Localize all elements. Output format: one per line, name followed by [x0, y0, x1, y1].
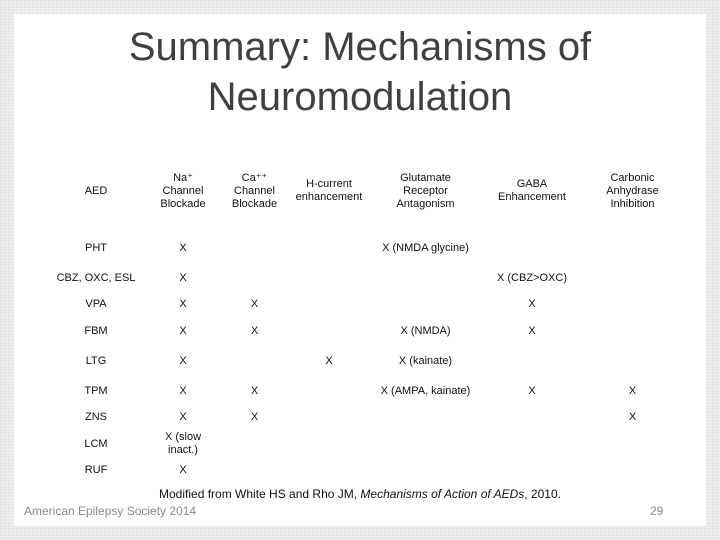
mechanism-cell: X [250, 298, 259, 310]
column-header [219, 149, 290, 233]
mechanism-cell [483, 429, 581, 459]
column-header [483, 149, 581, 233]
mechanism-cell [483, 459, 581, 482]
mechanism-cell [581, 293, 684, 316]
column-header-line: Na⁺ [173, 171, 193, 184]
mechanism-cell [290, 376, 368, 406]
mechanism-cell [219, 263, 290, 293]
column-header-line: Glutamate [400, 171, 451, 184]
column-header-line: enhancement [295, 191, 363, 203]
aed-name-cell: CBZ, OXC, ESL [56, 271, 136, 284]
mechanism-cell: X [250, 324, 259, 337]
mechanism-cell: X [250, 411, 259, 423]
table-row [45, 429, 684, 459]
mechanism-cell: X (NMDA glycine) [382, 241, 469, 254]
mechanism-cell [290, 406, 368, 429]
footnote-suffix: , 2010. [524, 487, 561, 501]
mechanism-cell [219, 346, 290, 376]
mechanism-cell [290, 293, 368, 316]
mechanism-cell: X [179, 298, 187, 310]
mechanism-cell [581, 263, 684, 293]
table-row [45, 346, 684, 376]
mechanism-cell [219, 233, 290, 263]
mechanism-cell: X [179, 464, 187, 476]
title-line-1: Summary: Mechanisms of [128, 25, 592, 69]
aed-name-cell: ZNS [85, 411, 107, 423]
mechanism-cell [581, 316, 684, 346]
mechanism-cell: X (AMPA, kainate) [380, 384, 471, 397]
column-header-line: Anhydrase [606, 184, 659, 197]
mechanism-cell: X [179, 354, 187, 367]
aed-name-cell: LCM [84, 437, 108, 450]
mechanism-cell: X [528, 384, 536, 397]
table-row [45, 459, 684, 482]
mechanism-cell [290, 429, 368, 459]
column-header-line: H-current [306, 178, 352, 190]
mechanism-cell: X [179, 271, 187, 284]
footnote-italic-title: Mechanisms of Action of AEDs [360, 487, 525, 501]
aed-name-cell: TPM [84, 384, 108, 397]
column-header-line: Channel [234, 184, 275, 197]
source-footnote [14, 487, 706, 501]
aed-name-cell: PHT [85, 241, 107, 254]
mechanism-cell [368, 459, 483, 482]
table-header-row [45, 149, 684, 233]
column-header-line: Blockade [160, 197, 206, 210]
column-header-line: Carbonic [610, 171, 655, 184]
column-header-line: Antagonism [396, 197, 455, 210]
mechanism-cell [290, 263, 368, 293]
mechanism-cell [581, 459, 684, 482]
mechanism-cell: X [628, 411, 637, 423]
mechanism-cell [483, 346, 581, 376]
mechanism-cell: X [528, 298, 536, 310]
mechanism-cell [368, 293, 483, 316]
column-header [147, 149, 219, 233]
table-row [45, 316, 684, 346]
column-header-line: Ca⁺⁺ [241, 171, 268, 184]
column-header [368, 149, 483, 233]
aed-name-cell: FBM [84, 324, 108, 337]
table-row [45, 293, 684, 316]
footnote-prefix: Modified from White HS and Rho JM, [159, 487, 361, 501]
column-header-line: Channel [162, 184, 204, 197]
column-header [290, 149, 368, 233]
mechanism-cell [368, 263, 483, 293]
mechanism-cell: X [179, 411, 187, 423]
mechanism-cell [219, 459, 290, 482]
column-header-line: Enhancement [498, 191, 566, 203]
mechanism-cell [290, 459, 368, 482]
mechanism-cell [581, 429, 684, 459]
mechanism-cell [368, 406, 483, 429]
mechanism-cell [483, 406, 581, 429]
column-header-line: GABA [516, 178, 548, 190]
mechanism-cell [581, 233, 684, 263]
page-number: 29 [650, 504, 664, 518]
mechanism-cell: X [179, 324, 187, 337]
mechanism-cell: X [325, 354, 333, 367]
mechanism-cell: X (NMDA) [400, 324, 451, 337]
column-header [45, 149, 147, 233]
slide [14, 14, 706, 526]
title-line-2: Neuromodulation [207, 75, 513, 119]
mechanism-cell [219, 429, 290, 459]
table-row [45, 233, 684, 263]
mechanism-cell: X (CBZ>OXC) [497, 271, 567, 284]
aed-name-cell: LTG [85, 354, 107, 367]
society-credit: American Epilepsy Society 2014 [24, 504, 197, 518]
aed-name-cell: RUF [84, 464, 108, 476]
mechanism-cell [290, 233, 368, 263]
mechanism-cell: X [528, 324, 536, 337]
table-row [45, 376, 684, 406]
column-header-line: Blockade [231, 197, 278, 210]
mechanism-cell [368, 429, 483, 459]
table-row [45, 406, 684, 429]
mechanism-cell: X [179, 384, 187, 397]
mechanism-cell [581, 346, 684, 376]
mechanism-cell [483, 233, 581, 263]
mechanism-cell [290, 316, 368, 346]
column-header [581, 149, 684, 233]
column-header-line: AED [84, 184, 108, 197]
mechanism-cell: X [250, 384, 259, 397]
aed-name-cell: VPA [85, 298, 107, 310]
column-header-line: Inhibition [610, 197, 655, 210]
mechanism-cell: X [179, 241, 187, 254]
mechanism-cell: X [628, 384, 637, 397]
column-header-line: Receptor [403, 184, 448, 197]
mechanism-table [45, 149, 684, 482]
mechanism-cell: X (slow inact.) [164, 431, 202, 456]
table-row [45, 263, 684, 293]
mechanism-cell: X (kainate) [398, 354, 453, 367]
slide-title [14, 22, 706, 122]
